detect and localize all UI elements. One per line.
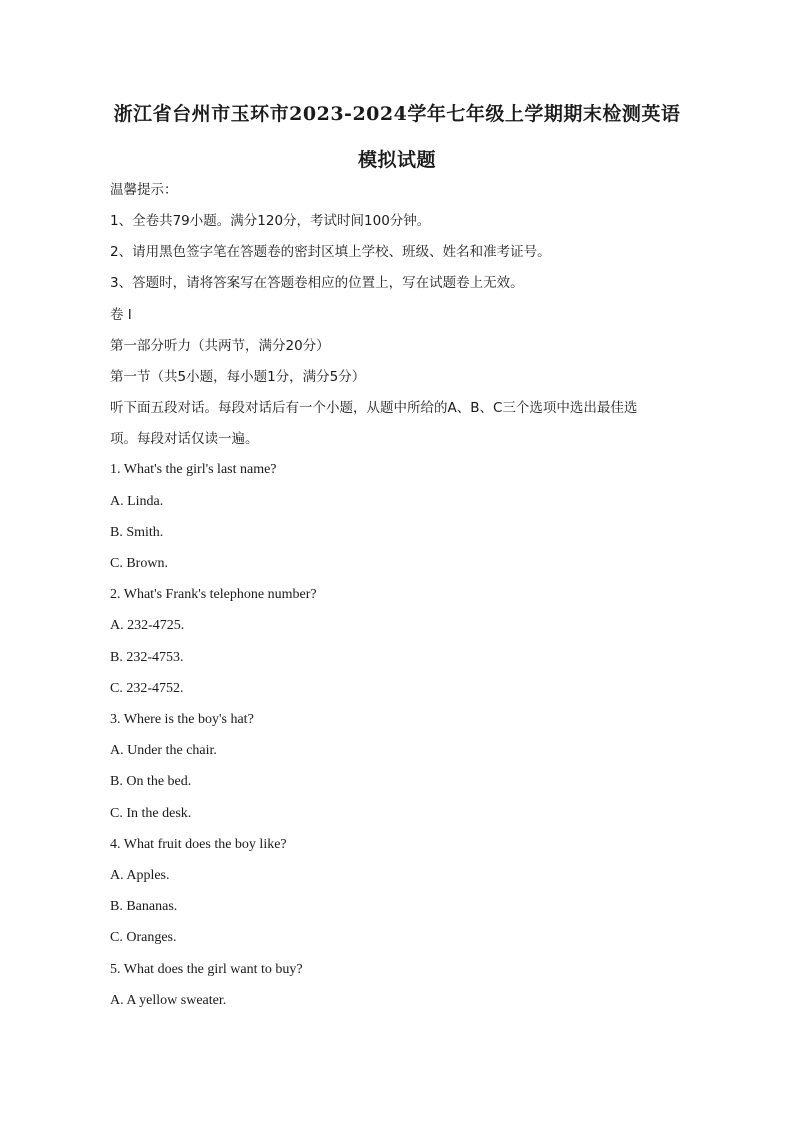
- answer-option: A. 232-4725.: [110, 618, 185, 633]
- part-heading: 第一部分听力（共两节，满分20分）: [110, 338, 330, 354]
- answer-option: B. On the bed.: [110, 774, 192, 789]
- question-stem: 5. What does the girl want to buy?: [110, 962, 303, 977]
- question-stem: 4. What fruit does the boy like?: [110, 837, 287, 852]
- notice-item: 3、答题时，请将答案写在答题卷相应的位置上，写在试题卷上无效。: [110, 275, 524, 291]
- answer-option: A. Linda.: [110, 494, 164, 509]
- section-heading: 第一节（共5小题，每小题1分，满分5分）: [110, 369, 366, 385]
- question-stem: 3. Where is the boy's hat?: [110, 712, 254, 727]
- answer-option: C. Oranges.: [110, 930, 177, 945]
- volume-label: 卷 I: [110, 307, 132, 323]
- question-stem: 1. What's the girl's last name?: [110, 462, 277, 477]
- document-title-line-2: 模拟试题: [357, 149, 436, 171]
- notice-item: 2、请用黑色签字笔在答题卷的密封区填上学校、班级、姓名和准考证号。: [110, 244, 551, 260]
- answer-option: A. Under the chair.: [110, 743, 217, 758]
- answer-option: A. A yellow sweater.: [110, 993, 227, 1008]
- answer-option: A. Apples.: [110, 868, 170, 883]
- question-stem: 2. What's Frank's telephone number?: [110, 587, 317, 602]
- answer-option: C. In the desk.: [110, 806, 192, 821]
- answer-option: C. Brown.: [110, 556, 168, 571]
- answer-option: B. Bananas.: [110, 899, 178, 914]
- answer-option: B. 232-4753.: [110, 650, 184, 665]
- notice-heading: 温馨提示：: [110, 182, 178, 198]
- notice-item: 1、全卷共79小题。满分120分，考试时间100分钟。: [110, 213, 431, 229]
- instructions-line-1: 听下面五段对话。每段对话后有一个小题，从题中所给的A、B、C三个选项中选出最佳选: [110, 400, 638, 416]
- answer-option: B. Smith.: [110, 525, 164, 540]
- instructions-line-2: 项。每段对话仅读一遍。: [110, 431, 259, 447]
- document-title-line-1: 浙江省台州市玉环市2023-2024学年七年级上学期期末检测英语: [113, 103, 681, 125]
- answer-option: C. 232-4752.: [110, 681, 184, 696]
